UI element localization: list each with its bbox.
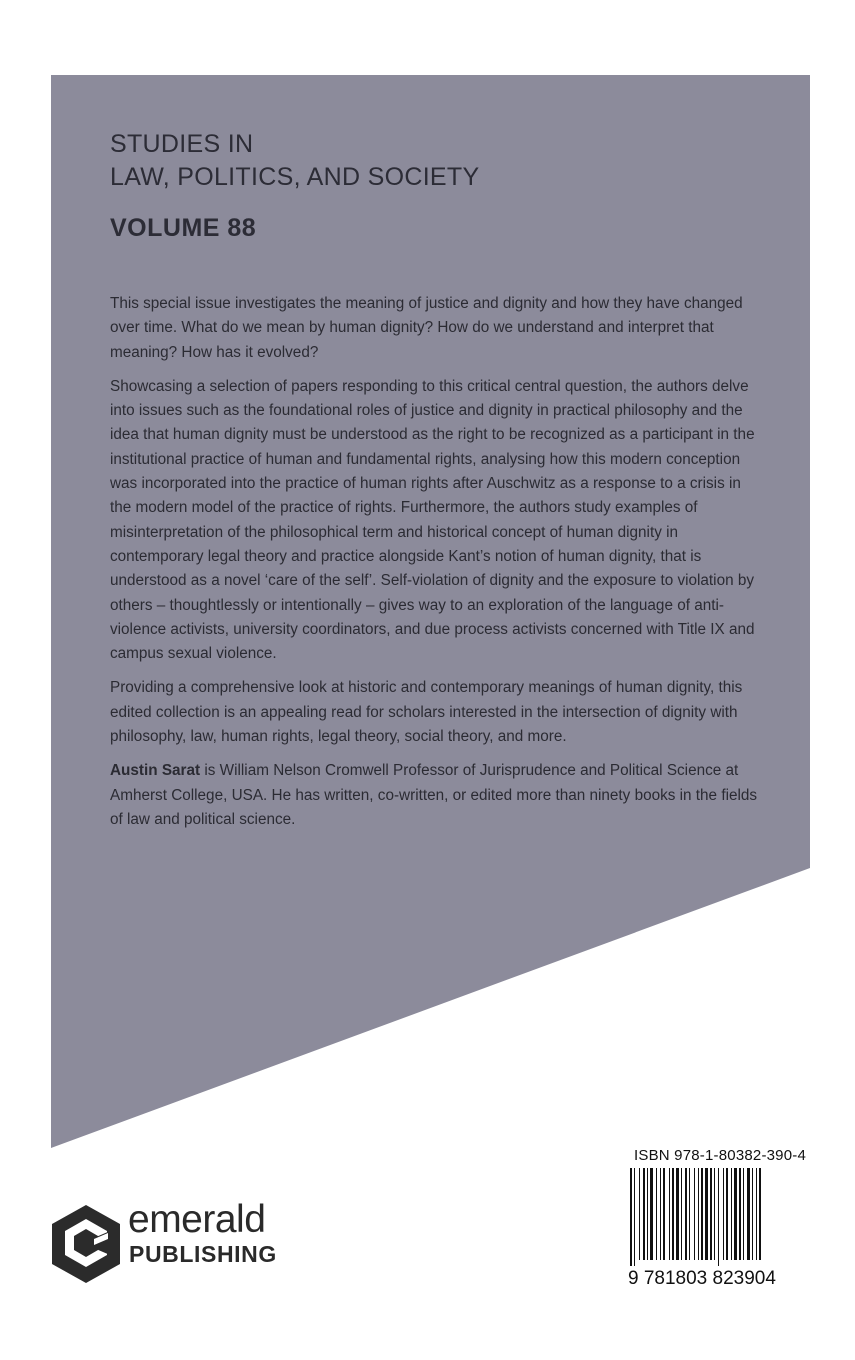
author-bio-text: is William Nelson Cromwell Professor of Jurisprudence and Political Science at Amherst College, USA. He has written, co-written, or edited more than ninety books in the fields of law and political science.	[110, 762, 758, 828]
barcode-bar	[676, 1168, 679, 1260]
blurb-paragraph-3: Providing a comprehensive look at historic and contemporary meanings of human dignity, this edited collection is an appealing read for scholars interested in the intersection of dignity with philosophy, law, human rights, legal theory, social theory, and more.	[110, 679, 743, 746]
barcode-bar	[747, 1168, 750, 1260]
publisher-subtitle: PUBLISHING	[129, 1241, 277, 1267]
barcode-bar	[752, 1168, 753, 1260]
barcode-bar	[718, 1168, 719, 1266]
barcode-bar	[701, 1168, 703, 1260]
series-title	[110, 128, 760, 194]
barcode-bar	[714, 1168, 715, 1260]
barcode-bar	[681, 1168, 682, 1260]
series-title-line2: LAW, POLITICS, AND SOCIETY	[110, 163, 480, 191]
barcode-bar	[734, 1168, 737, 1260]
barcode-bar	[660, 1168, 661, 1260]
barcode-bar	[656, 1168, 657, 1260]
publisher-name: emerald	[128, 1198, 266, 1241]
barcode-bar	[672, 1168, 674, 1260]
barcode-bar	[726, 1168, 728, 1260]
barcode-bar	[723, 1168, 724, 1260]
volume-number: VOLUME 88	[110, 214, 257, 242]
barcode-bar	[663, 1168, 665, 1260]
barcode-bar	[634, 1168, 635, 1266]
barcode-bar	[669, 1168, 670, 1260]
author-name: Austin Sarat	[110, 762, 201, 780]
barcode-bar	[759, 1168, 761, 1260]
barcode-bar	[630, 1168, 632, 1266]
barcode-bar	[643, 1168, 645, 1260]
barcode-bar	[694, 1168, 695, 1260]
barcode-bar	[756, 1168, 757, 1260]
blurb-paragraph-2: Showcasing a selection of papers responding to this critical central question, the authors delve into issues such as the foundational roles of justice and dignity in practical philosophy and the idea that human dignity must be understood as the right to be recognized as a participant in the institutional practice of human and fundamental rights, analysing how this modern conception was incorporated into the practice of human rights after Auschwitz as a response to a crisis in the modern model of the practice of rights. Furthermore, the authors study examples of misinterpretation of the philosophical term and historical concept of human dignity in contemporary legal theory and practice alongside Kant’s notion of human dignity, that is understood as a novel ‘care of the self’. Self-violation of dignity and the exposure to violation by others – thoughtlessly or intentionally – gives way to an exploration of the language of anti-violence activists, university coordinators, and due process activists concerned with Title IX and campus sexual violence.	[110, 377, 755, 663]
barcode-bar	[743, 1168, 744, 1260]
barcode-bar	[650, 1168, 653, 1260]
barcode-bar	[639, 1168, 640, 1260]
barcode-bar	[731, 1168, 732, 1260]
barcode-bar	[698, 1168, 699, 1260]
barcode-digits: 9 781803 823904	[628, 1268, 776, 1289]
barcode-bar	[739, 1168, 741, 1260]
isbn-label: ISBN 978-1-80382-390-4	[634, 1147, 807, 1164]
barcode-bar	[647, 1168, 648, 1260]
blurb	[110, 292, 760, 842]
barcode-bar	[689, 1168, 690, 1260]
series-title-line1: STUDIES IN	[110, 130, 254, 158]
emerald-hexagon-icon	[50, 1203, 122, 1285]
barcode	[628, 1168, 810, 1266]
barcode-bar	[705, 1168, 708, 1260]
barcode-bar	[710, 1168, 712, 1260]
barcode-bar	[685, 1168, 687, 1260]
author-bio	[110, 759, 760, 832]
blurb-paragraph-1: This special issue investigates the meaning of justice and dignity and how they have changed over time. What do we mean by human dignity? How do we understand and interpret that meaning? How has it evolved?	[110, 295, 743, 361]
